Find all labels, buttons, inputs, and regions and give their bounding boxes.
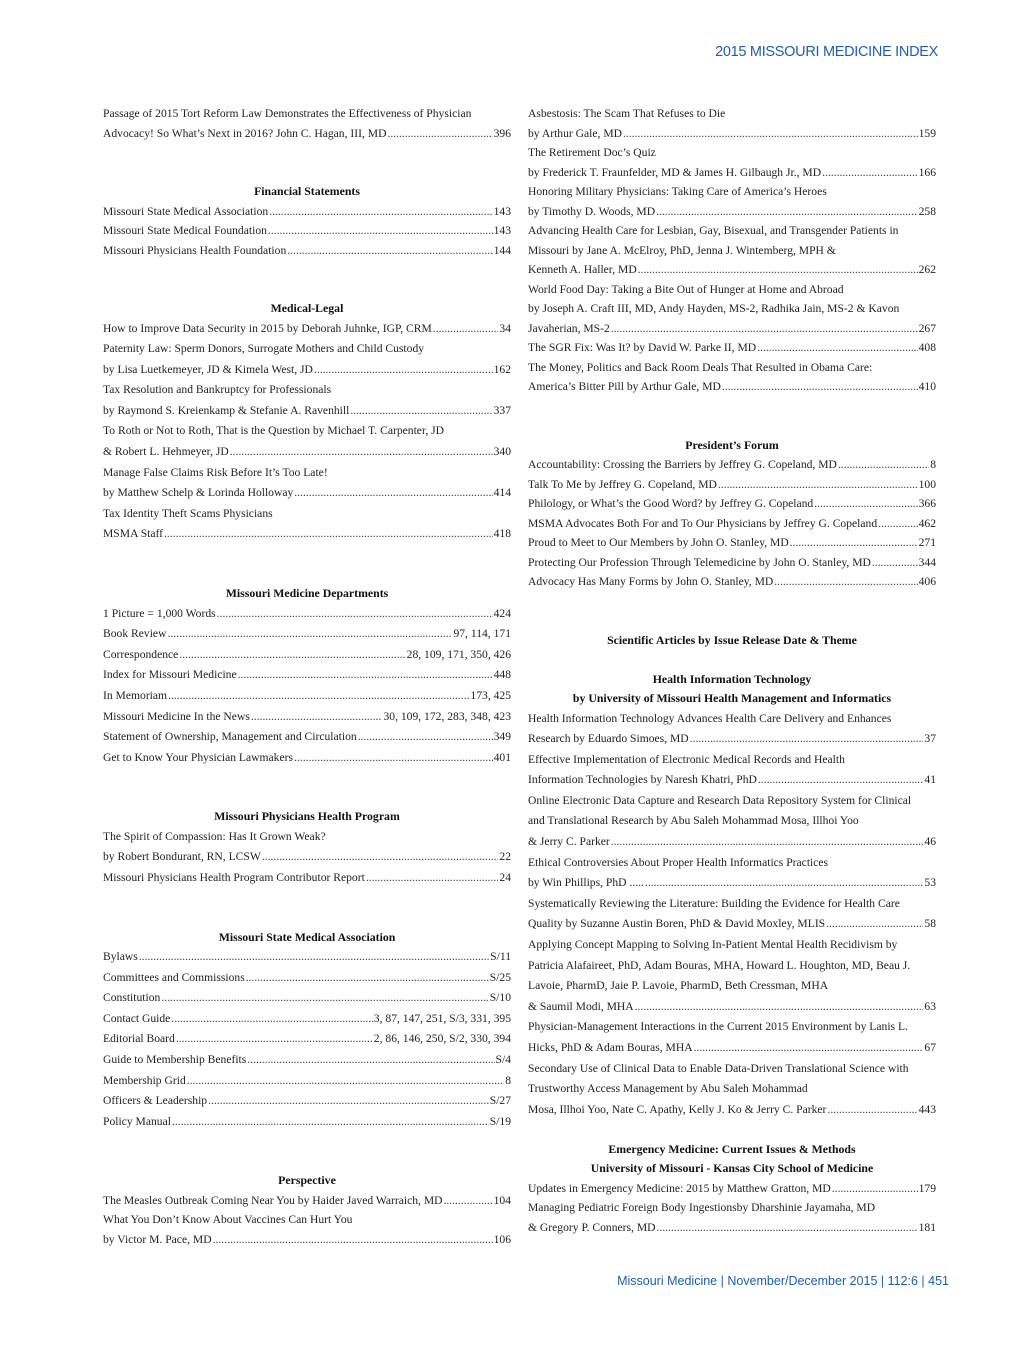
page-number: 2, 86, 146, 250, S/2, 330, 394 xyxy=(373,1032,511,1046)
entry-line: Effective Implementation of Electronic Medical Records and Health xyxy=(528,752,845,766)
index-entry xyxy=(103,624,511,645)
page-number: 22 xyxy=(499,850,511,864)
dot-leader xyxy=(832,1179,918,1199)
index-entry xyxy=(103,360,511,381)
page-number: 159 xyxy=(918,126,936,140)
entry-line: Patricia Alafaireet, PhD, Adam Bouras, MHA, Howard L. Houghton, MD, Beau J. xyxy=(528,958,911,972)
page-number: 344 xyxy=(918,555,936,569)
page-number: 271 xyxy=(918,536,936,549)
entry-text: Protecting Our Profession Through Telemedicine by John O. Stanley, MD xyxy=(528,555,871,569)
left-column xyxy=(103,104,511,1249)
index-entry xyxy=(103,442,511,463)
entry-text: Missouri State Medical Foundation xyxy=(103,224,267,237)
dot-leader xyxy=(444,1191,493,1211)
entry-text: Philology, or What’s the Good Word? by Jeffrey G. Copeland xyxy=(528,497,814,510)
entry-line: Applying Concept Mapping to Solving In-Patient Mental Health Recidivism by xyxy=(528,938,898,952)
index-entry xyxy=(528,202,936,222)
page-number: 396 xyxy=(493,126,511,140)
entry-text: Missouri State Medical Association xyxy=(103,204,269,218)
entry-line: Tax Identity Theft Scams Physicians xyxy=(103,506,273,520)
index-entry xyxy=(528,914,936,935)
entry-line: Lavoie, PharmD, Jaie P. Lavoie, PharmD, Beth Cressman, MHA xyxy=(528,979,829,993)
index-entry xyxy=(103,483,511,504)
section-heading-msma: Missouri State Medical Association xyxy=(218,929,396,944)
dot-leader xyxy=(387,124,492,144)
entry-line: Managing Pediatric Foreign Body Ingestionsby Dharshinie Jayamaha, MD xyxy=(528,1201,876,1215)
entry-text: America’s Bitter Pill by Arthur Gale, MD xyxy=(528,380,721,393)
entry-text: Talk To Me by Jeffrey G. Copeland, MD xyxy=(528,477,717,491)
index-entry xyxy=(103,868,511,889)
page-number: 143 xyxy=(493,224,511,237)
page-number: 28, 109, 171, 350, 426 xyxy=(406,647,511,661)
dot-leader xyxy=(790,533,918,553)
page-number: 408 xyxy=(918,341,936,354)
entry-line: Missouri by Jane A. McElroy, PhD, Jenna J. Wintemberg, MPH & xyxy=(528,243,836,257)
entry-text: Hicks, PhD & Adam Bouras, MHA xyxy=(528,1041,693,1054)
index-entry xyxy=(103,1050,511,1071)
entry-line: Advancing Health Care for Lesbian, Gay, Bisexual, and Transgender Patients in xyxy=(528,224,899,237)
page-number: 97, 114, 171 xyxy=(453,627,511,641)
entry-text: Missouri Medicine In the News xyxy=(103,709,250,723)
entry-text: by Lisa Luetkemeyer, JD & Kimela West, JD xyxy=(103,362,313,376)
page-number: 8 xyxy=(505,1073,511,1087)
entry-text: Proud to Meet to Our Members by John O. Stanley, MD xyxy=(528,536,789,549)
page-number: 337 xyxy=(493,403,511,417)
index-entry xyxy=(103,241,511,261)
index-entry xyxy=(528,1038,936,1059)
page-number: 179 xyxy=(918,1181,936,1195)
section-heading-scientific: Scientific Articles by Issue Release Date & Theme xyxy=(607,632,857,647)
page-number: 410 xyxy=(918,380,936,393)
page-number: 53 xyxy=(924,876,936,890)
entry-text: by Victor M. Pace, MD xyxy=(103,1232,212,1246)
page-header-title: 2015 MISSOURI MEDICINE INDEX xyxy=(715,44,938,60)
dot-leader xyxy=(774,572,917,592)
entry-text: In Memoriam xyxy=(103,688,168,702)
entry-text: & Saumil Modi, MHA xyxy=(528,999,634,1013)
index-entry xyxy=(528,873,936,894)
index-entry xyxy=(103,319,511,340)
entry-line: To Roth or Not to Roth, That is the Question by Michael T. Carpenter, JD xyxy=(103,424,445,438)
page-number: 104 xyxy=(493,1193,511,1207)
entry-line: World Food Day: Taking a Bite Out of Hunger at Home and Abroad xyxy=(528,282,844,296)
dot-leader xyxy=(827,1100,917,1121)
dot-leader xyxy=(826,914,923,935)
index-entry xyxy=(103,686,511,707)
dot-leader xyxy=(645,873,923,894)
section-heading-financial: Financial Statements xyxy=(254,184,360,198)
dot-leader xyxy=(690,729,924,750)
index-entry xyxy=(528,1179,936,1199)
entry-text: Constitution xyxy=(103,991,161,1005)
dot-leader xyxy=(814,494,917,514)
index-entry xyxy=(103,1112,511,1133)
entry-line: and Translational Research by Abu Saleh Mohammad Mosa, Illhoi Yoo xyxy=(528,814,859,828)
page-number: 262 xyxy=(918,263,936,276)
entry-line: The Retirement Doc’s Quiz xyxy=(528,146,656,159)
entry-text: Accountability: Crossing the Barriers by Jeffrey G. Copeland, MD xyxy=(528,458,837,471)
entry-line: Trustworthy Access Management by Abu Saleh Mohammad xyxy=(528,1082,808,1096)
index-entry xyxy=(528,729,936,750)
entry-line: The Spirit of Compassion: Has It Grown Weak? xyxy=(103,829,326,843)
index-entry xyxy=(528,319,936,339)
entry-text: The Measles Outbreak Coming Near You by Haider Javed Warraich, MD xyxy=(103,1193,443,1207)
index-entry xyxy=(103,748,511,769)
index-entry xyxy=(103,1029,511,1050)
dot-leader xyxy=(350,401,492,422)
index-entry xyxy=(528,832,936,853)
entry-text: MSMA Staff xyxy=(103,527,164,541)
index-entry xyxy=(528,260,936,280)
section-heading-mphp: Missouri Physicians Health Program xyxy=(214,809,400,824)
page-number: 58 xyxy=(924,917,936,931)
dot-leader xyxy=(758,770,924,791)
page-number: S/27 xyxy=(489,1094,511,1108)
index-entry xyxy=(528,377,936,397)
index-entry xyxy=(103,1071,511,1092)
dot-leader xyxy=(611,319,918,339)
dot-leader xyxy=(294,748,493,769)
entry-line: Physician-Management Interactions in the Current 2015 Environment by Lanis L. xyxy=(528,1020,908,1034)
entry-line: Manage False Claims Risk Before It’s Too Late! xyxy=(103,465,328,479)
page-number: 258 xyxy=(918,204,936,218)
dot-leader xyxy=(358,727,493,748)
page-number: 41 xyxy=(924,773,936,787)
entry-text: & Robert L. Hehmeyer, JD xyxy=(103,445,229,459)
page-number: 340 xyxy=(493,445,511,459)
page-number: S/10 xyxy=(489,991,511,1005)
index-entry xyxy=(103,707,511,728)
dot-leader xyxy=(872,553,918,573)
entry-text: by Arthur Gale, MD xyxy=(528,126,623,140)
page-number: 418 xyxy=(493,527,511,541)
dot-leader xyxy=(694,1038,924,1059)
page-number: 30, 109, 172, 283, 348, 423 xyxy=(383,709,511,723)
dot-leader xyxy=(161,988,488,1009)
dot-leader xyxy=(722,377,918,397)
page-number: S/25 xyxy=(489,970,511,984)
page-number: 443 xyxy=(918,1102,936,1116)
dot-leader xyxy=(635,997,924,1018)
entry-text: by Timothy D. Woods, MD xyxy=(528,204,656,218)
dot-leader xyxy=(171,1009,373,1030)
section-heading-presidents-forum: President’s Forum xyxy=(685,437,779,452)
entry-text: Statement of Ownership, Management and Circulation xyxy=(103,730,357,744)
entry-text: MSMA Advocates Both For and To Our Physicians by Jeffrey G. Copeland xyxy=(528,516,878,530)
entry-text: Contact Guide xyxy=(103,1011,171,1025)
dot-leader xyxy=(657,1218,918,1238)
index-entry xyxy=(528,533,936,553)
entry-text: Committees and Commissions xyxy=(103,970,245,984)
dot-leader xyxy=(656,202,918,222)
index-entry xyxy=(103,1091,511,1112)
page-number: 46 xyxy=(924,835,936,849)
page-number: 267 xyxy=(918,321,936,335)
page-number: 63 xyxy=(924,999,936,1013)
index-entry xyxy=(103,221,511,241)
entry-text: Javaherian, MS-2 xyxy=(528,321,610,335)
entry-text: Advocacy! So What’s Next in 2016? John C. Hagan, III, MD xyxy=(103,126,387,140)
page-number: 37 xyxy=(924,732,936,746)
index-entry xyxy=(103,665,511,686)
entry-text: How to Improve Data Security in 2015 by Deborah Juhnke, IGP, CRM xyxy=(103,321,432,335)
entry-line: Ethical Controversies About Proper Health Informatics Practices xyxy=(528,855,829,869)
entry-text: by Matthew Schelp & Lorinda Holloway xyxy=(103,486,294,500)
page-number: 349 xyxy=(493,730,511,744)
entry-line: Tax Resolution and Bankruptcy for Professionals xyxy=(103,383,332,397)
entry-line: Systematically Reviewing the Literature: Building the Evidence for Health Care xyxy=(528,896,900,910)
entry-line: Online Electronic Data Capture and Research Data Repository System for Clinical xyxy=(528,793,912,807)
page-number: 100 xyxy=(918,477,936,491)
page-number: 401 xyxy=(493,750,511,764)
dot-leader xyxy=(838,455,929,475)
entry-text: by Raymond S. Kreienkamp & Stefanie A. Ravenhill xyxy=(103,403,350,417)
index-entry xyxy=(528,572,936,592)
dot-leader xyxy=(167,624,452,645)
dot-leader xyxy=(268,221,493,241)
dot-leader xyxy=(822,163,918,183)
index-entry xyxy=(528,455,936,475)
dot-leader xyxy=(294,483,492,504)
entry-line: by Joseph A. Craft III, MD, Andy Hayden, MS-2, Radhika Jain, MS-2 & Kavon xyxy=(528,302,900,315)
dot-leader xyxy=(213,1230,493,1250)
entry-text: Book Review xyxy=(103,627,167,641)
entry-line: Health Information Technology Advances Health Care Delivery and Enhances xyxy=(528,711,892,725)
dot-leader xyxy=(176,1029,373,1050)
entry-text: by Frederick T. Fraunfelder, MD & James H. Gilbaugh Jr., MD xyxy=(528,165,822,179)
index-entry xyxy=(103,401,511,422)
index-entry xyxy=(103,1191,511,1211)
entry-text: & Jerry C. Parker xyxy=(528,835,610,849)
page-number: S/11 xyxy=(490,950,511,964)
page-number: 414 xyxy=(493,486,511,500)
page-number: 173, 425 xyxy=(470,688,511,702)
entry-text: Policy Manual xyxy=(103,1114,171,1128)
entry-text: Get to Know Your Physician Lawmakers xyxy=(103,750,293,764)
dot-leader xyxy=(433,319,499,340)
index-entry xyxy=(528,494,936,514)
index-entry xyxy=(103,847,511,868)
page-number: 67 xyxy=(924,1041,936,1054)
entry-text: Bylaws xyxy=(103,950,138,964)
index-entry xyxy=(528,163,936,183)
dot-leader xyxy=(611,832,924,853)
page-number: 24 xyxy=(499,870,511,884)
dot-leader xyxy=(718,475,918,495)
index-entry xyxy=(103,645,511,666)
page-number: 144 xyxy=(493,243,511,257)
page-number: 462 xyxy=(918,516,936,530)
index-entry xyxy=(528,338,936,358)
entry-text: The SGR Fix: Was It? by David W. Parke II, MD xyxy=(528,341,757,354)
entry-text: 1 Picture = 1,000 Words xyxy=(103,606,216,620)
index-entry xyxy=(528,1218,936,1238)
entry-line: Paternity Law: Sperm Donors, Surrogate Mothers and Child Custody xyxy=(103,342,425,356)
page-number: 448 xyxy=(493,668,511,682)
index-entry xyxy=(103,1230,511,1250)
entry-text: Membership Grid xyxy=(103,1073,186,1087)
page-footer: Missouri Medicine | November/December 2015 | 112:6 | 451 xyxy=(617,1274,949,1288)
section-heading-departments: Missouri Medicine Departments xyxy=(225,586,389,601)
entry-line: Secondary Use of Clinical Data to Enable Data-Driven Translational Science with xyxy=(528,1061,909,1075)
entry-text: by Win Phillips, PhD ..... xyxy=(528,876,644,890)
entry-text: Research by Eduardo Simoes, MD xyxy=(528,732,689,746)
dot-leader xyxy=(623,124,918,144)
dot-leader xyxy=(251,707,383,728)
section-heading-emergency: Emergency Medicine: Current Issues & Methods xyxy=(608,1141,856,1156)
page-number: 166 xyxy=(918,165,936,179)
index-entry xyxy=(103,524,511,545)
dot-leader xyxy=(638,260,918,280)
section-subheading-hit: by University of Missouri Health Management and Informatics xyxy=(572,691,892,705)
entry-text: Advocacy Has Many Forms by John O. Stanley, MD xyxy=(528,575,774,588)
entry-text: Missouri Physicians Health Foundation xyxy=(103,243,287,257)
dot-leader xyxy=(314,360,493,381)
entry-text: Guide to Membership Benefits xyxy=(103,1053,247,1067)
page-number: S/19 xyxy=(489,1114,511,1128)
entry-text: Missouri Physicians Health Program Contributor Report xyxy=(103,870,365,884)
index-entry xyxy=(103,124,511,144)
dot-leader xyxy=(247,1050,494,1071)
page-number: 162 xyxy=(493,362,511,376)
page-number: 34 xyxy=(499,321,511,335)
entry-text: Quality by Suzanne Austin Boren, PhD & David Moxley, MLIS xyxy=(528,917,826,931)
right-column xyxy=(528,104,936,1237)
page-number: 406 xyxy=(918,575,936,588)
dot-leader xyxy=(208,1091,489,1112)
section-heading-hit: Health Information Technology xyxy=(652,671,812,686)
page-number: 106 xyxy=(493,1232,511,1246)
dot-leader xyxy=(262,847,499,868)
entry-line: Passage of 2015 Tort Reform Law Demonstrates the Effectiveness of Physician xyxy=(103,107,472,120)
dot-leader xyxy=(164,524,493,545)
dot-leader xyxy=(168,686,469,707)
entry-text: Correspondence xyxy=(103,647,179,661)
entry-text: Officers & Leadership xyxy=(103,1094,208,1108)
entry-line: The Money, Politics and Back Room Deals That Resulted in Obama Care: xyxy=(528,360,873,374)
dot-leader xyxy=(287,241,492,261)
dot-leader xyxy=(187,1071,504,1092)
dot-leader xyxy=(246,968,489,989)
index-entry xyxy=(103,202,511,222)
entry-line: What You Don’t Know About Vaccines Can Hurt You xyxy=(103,1213,353,1227)
entry-text: Editorial Board xyxy=(103,1032,175,1046)
dot-leader xyxy=(217,604,493,625)
page-number: 181 xyxy=(918,1220,936,1234)
dot-leader xyxy=(172,1112,489,1133)
entry-text: Mosa, Illhoi Yoo, Nate C. Apathy, Kelly J. Ko & Jerry C. Parker xyxy=(528,1102,827,1116)
entry-text: Index for Missouri Medicine xyxy=(103,668,237,682)
index-entry xyxy=(103,1009,511,1030)
page-number: S/4 xyxy=(495,1053,511,1067)
dot-leader xyxy=(230,442,493,463)
section-heading-perspective: Perspective xyxy=(278,1173,336,1188)
dot-leader xyxy=(269,202,492,222)
index-entry xyxy=(528,997,936,1018)
index-entry xyxy=(528,553,936,573)
index-entry xyxy=(103,947,511,968)
page-number: 424 xyxy=(493,606,511,620)
dot-leader xyxy=(366,868,499,889)
dot-leader xyxy=(238,665,493,686)
dot-leader xyxy=(757,338,917,358)
entry-text: by Robert Bondurant, RN, LCSW xyxy=(103,850,261,864)
entry-text: Information Technologies by Naresh Khatri, PhD xyxy=(528,773,757,787)
dot-leader xyxy=(878,514,917,534)
index-entry xyxy=(528,1100,936,1121)
dot-leader xyxy=(179,645,405,666)
entry-line: Honoring Military Physicians: Taking Care of America’s Heroes xyxy=(528,185,827,198)
index-entry xyxy=(103,604,511,625)
index-entry xyxy=(103,988,511,1009)
page-number: 366 xyxy=(918,497,936,510)
page-number: 8 xyxy=(930,458,936,471)
dot-leader xyxy=(139,947,489,968)
section-heading-medical-legal: Medical-Legal xyxy=(270,301,344,315)
index-entry xyxy=(528,770,936,791)
index-entry xyxy=(528,124,936,144)
page-number: 143 xyxy=(493,204,511,218)
index-entry xyxy=(103,727,511,748)
entry-line: Asbestosis: The Scam That Refuses to Die xyxy=(528,107,726,120)
section-subheading-emergency: University of Missouri - Kansas City School of Medicine xyxy=(590,1161,874,1176)
entry-text: Kenneth A. Haller, MD xyxy=(528,263,637,276)
index-entry xyxy=(528,514,936,534)
page-number: 3, 87, 147, 251, S/3, 331, 395 xyxy=(373,1011,511,1025)
entry-text: & Gregory P. Conners, MD xyxy=(528,1220,656,1234)
index-entry xyxy=(528,475,936,495)
entry-text: Updates in Emergency Medicine: 2015 by Matthew Gratton, MD xyxy=(528,1181,831,1195)
index-entry xyxy=(103,968,511,989)
